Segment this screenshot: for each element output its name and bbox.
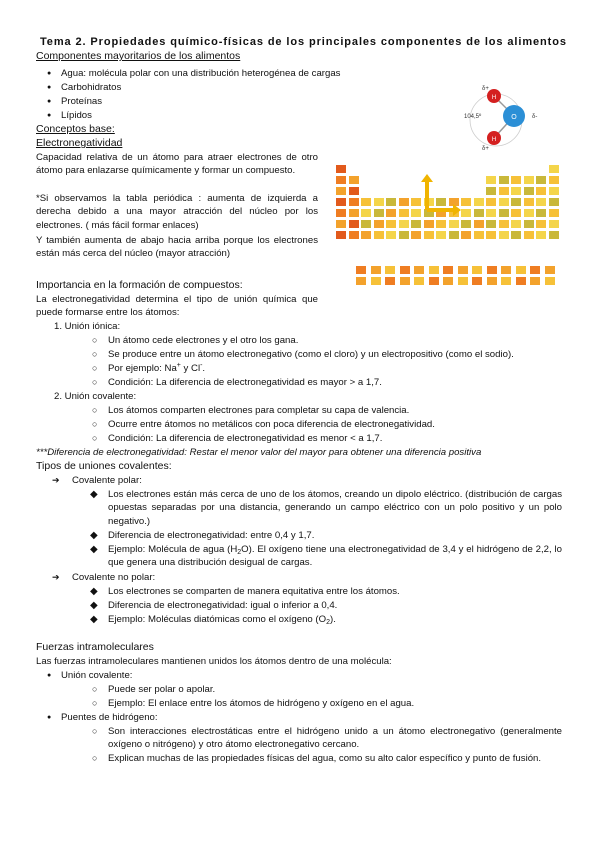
periodic-cell: [548, 208, 560, 218]
periodic-cell: [413, 276, 425, 286]
periodic-cell: [460, 219, 472, 229]
periodic-cell: [498, 197, 510, 207]
periodic-cell: [510, 230, 522, 240]
periodic-cell: [515, 265, 527, 275]
periodic-cell: [335, 208, 347, 218]
periodic-cell: [535, 186, 547, 196]
periodic-cell: [373, 219, 385, 229]
periodic-cell: [448, 219, 460, 229]
periodic-cell: [548, 197, 560, 207]
periodic-cell: [485, 197, 497, 207]
periodic-cell: [435, 219, 447, 229]
periodic-cell: [442, 265, 454, 275]
delta-minus-label: δ-: [532, 114, 538, 120]
periodic-cell: [473, 208, 485, 218]
periodic-cell: [535, 197, 547, 207]
periodic-cell: [373, 197, 385, 207]
periodic-cell: [398, 219, 410, 229]
periodic-cell: [385, 208, 397, 218]
list-item: ○ Ejemplo: El enlace entre los átomos de hidrógeno y oxígeno en el agua.: [108, 697, 414, 710]
periodic-cell: [500, 276, 512, 286]
periodic-cell: [360, 230, 372, 240]
angle-label: 104,5º: [464, 114, 482, 120]
section-heading-concepts: Conceptos base:: [36, 123, 115, 135]
periodic-cell: [485, 175, 497, 185]
periodic-cell: [410, 230, 422, 240]
periodic-cell: [486, 276, 498, 286]
list-item: ○ Un átomo cede electrones y el otro los gana.: [108, 334, 298, 347]
periodic-cell: [435, 230, 447, 240]
page-title: Tema 2. Propiedades químico-físicas de los principales componentes de los alimentos: [40, 36, 567, 48]
paragraph: La electronegatividad determina el tipo de unión química que puede formarse entre los átomos:: [36, 294, 318, 319]
example-text: Por ejemplo: Na: [108, 363, 177, 374]
periodic-cell: [428, 265, 440, 275]
periodic-cell: [428, 276, 440, 286]
periodic-cell: [471, 265, 483, 275]
list-item: ○ Por ejemplo: Na+ y Cl-.: [108, 362, 205, 375]
periodic-cell: [485, 230, 497, 240]
paragraph: Capacidad relativa de un átomo para atraer electrones de otro átomo para enlazarse químicamente y formar un compuesto.: [36, 152, 318, 177]
periodic-cell: [510, 175, 522, 185]
periodic-cell: [535, 219, 547, 229]
periodic-cell: [335, 197, 347, 207]
periodic-cell: [360, 197, 372, 207]
periodic-cell: [473, 197, 485, 207]
periodic-cell: [485, 186, 497, 196]
periodic-cell: [335, 164, 347, 174]
periodic-cell: [448, 230, 460, 240]
list-item: ● Puentes de hidrógeno:: [61, 711, 158, 724]
list-item: ● Carbohidratos: [61, 81, 121, 94]
subheading-electronegativity: Electronegatividad: [36, 137, 123, 149]
periodic-cell: [335, 230, 347, 240]
list-item: ● Agua: molécula polar con una distribución heterogénea de cargas: [61, 67, 340, 80]
periodic-cell: [523, 230, 535, 240]
list-item: ◆ Los electrones se comparten de manera equitativa entre los átomos.: [108, 585, 562, 598]
list-item: ○ Condición: La diferencia de electronegatividad es menor < a 1,7.: [108, 432, 382, 445]
periodic-cell: [360, 208, 372, 218]
hydrogen-symbol: H: [491, 137, 497, 143]
periodic-cell: [348, 175, 360, 185]
list-item: ● Proteínas: [61, 95, 102, 108]
list-item: ○ Ocurre entre átomos no metálicos con poca diferencia de electronegatividad.: [108, 418, 435, 431]
periodic-cell: [544, 265, 556, 275]
list-item: ● Lípidos: [61, 109, 92, 122]
list-item: ○ Los átomos comparten electrones para completar su capa de valencia.: [108, 404, 409, 417]
list-item: ○ Condición: La diferencia de electronegatividad es mayor > a 1,7.: [108, 376, 382, 389]
periodic-cell: [498, 208, 510, 218]
example-text: Ejemplo: Moléculas diatómicas como el oxígeno (O: [108, 614, 327, 625]
periodic-cell: [510, 197, 522, 207]
section-heading-importance: Importancia en la formación de compuestos:: [36, 279, 243, 291]
list-item: ◆ Diferencia de electronegatividad: entre 0,4 y 1,7.: [108, 529, 562, 542]
list-number-covalent: 2. Unión covalente:: [54, 391, 137, 402]
periodic-cell: [548, 230, 560, 240]
periodic-cell: [485, 208, 497, 218]
periodic-cell: [535, 175, 547, 185]
periodic-cell: [370, 276, 382, 286]
periodic-cell: [486, 265, 498, 275]
periodic-cell: [500, 265, 512, 275]
periodic-cell: [370, 265, 382, 275]
periodic-cell: [523, 208, 535, 218]
periodic-cell: [510, 208, 522, 218]
section-heading-covalent-types: Tipos de uniones covalentes:: [36, 460, 172, 472]
periodic-cell: [335, 186, 347, 196]
periodic-cell: [485, 219, 497, 229]
periodic-cell: [515, 276, 527, 286]
periodic-cell: [385, 219, 397, 229]
periodic-cell: [460, 230, 472, 240]
periodic-cell: [548, 219, 560, 229]
periodic-cell: [373, 208, 385, 218]
example-text-tail: O). El oxígeno tiene una electronegatividad de 3,4 y el hidrógeno de 2,2, lo que genera una distribución desigual de cargas.: [108, 544, 562, 569]
periodic-cell: [360, 219, 372, 229]
periodic-cell: [423, 219, 435, 229]
paragraph: *Si observamos la tabla periódica : aumenta de izquierda a derecha debido a una mayor atracción del núcleo por los electrones. ( más fácil formar enlaces): [36, 193, 318, 231]
periodic-cell: [423, 230, 435, 240]
periodic-cell: [523, 219, 535, 229]
periodic-cell: [523, 197, 535, 207]
example-text: Ejemplo: Molécula de agua (H: [108, 544, 238, 555]
periodic-cell: [529, 276, 541, 286]
periodic-cell: [398, 208, 410, 218]
periodic-cell: [355, 276, 367, 286]
list-item: ◆ Los electrones están más cerca de uno de los átomos, creando un dipolo eléctrico. (distribución de cargas opuestas separadas por una distancia, generando un campo eléctrico con un polo positivo y un polo negativo.): [108, 488, 562, 528]
list-item: ● Unión covalente:: [61, 669, 132, 682]
periodic-cell: [413, 265, 425, 275]
periodic-cell: [457, 276, 469, 286]
periodic-cell: [498, 175, 510, 185]
periodic-cell: [348, 197, 360, 207]
periodic-cell: [498, 230, 510, 240]
oxygen-symbol: O: [511, 114, 517, 121]
periodic-cell: [473, 230, 485, 240]
section-heading-intramolecular: Fuerzas intramoleculares: [36, 641, 154, 653]
list-item: ○ Explican muchas de las propiedades físicas del agua, como su alto calor específico y punto de fusión.: [108, 752, 562, 765]
periodic-cell: [548, 164, 560, 174]
periodic-cell: [471, 276, 483, 286]
periodic-cell: [348, 186, 360, 196]
periodic-cell: [399, 276, 411, 286]
list-item-polar: ➔ Covalente polar:: [72, 474, 142, 487]
periodic-cell: [544, 276, 556, 286]
periodic-cell: [335, 219, 347, 229]
periodic-cell: [348, 219, 360, 229]
periodic-cell: [457, 265, 469, 275]
list-item: ○ Se produce entre un átomo electronegativo (como el cloro) y un electropositivo (como el sodio).: [108, 348, 514, 361]
hydrogen-symbol: H: [491, 95, 497, 101]
water-molecule-figure: [458, 80, 548, 152]
periodic-cell: [548, 186, 560, 196]
periodic-cell: [335, 175, 347, 185]
periodic-cell: [498, 219, 510, 229]
periodic-cell: [384, 265, 396, 275]
periodic-cell: [510, 186, 522, 196]
paragraph: Las fuerzas intramoleculares mantienen unidos los átomos dentro de una molécula:: [36, 656, 392, 667]
paragraph: Y también aumenta de abajo hacia arriba porque los electrones están más cerca del núcleo (mayor atracción): [36, 235, 318, 260]
periodic-cell: [535, 230, 547, 240]
list-item: ○ Puede ser polar o apolar.: [108, 683, 215, 696]
list-item-nonpolar: ➔ Covalente no polar:: [72, 571, 155, 584]
periodic-cell: [385, 197, 397, 207]
example-text-tail: y Cl: [180, 363, 201, 374]
periodic-cell: [535, 208, 547, 218]
list-item: ○ Son interacciones electrostáticas entre el hidrógeno unido a un átomo electronegativo (generalmente oxígeno o nitrógeno) y otro átomo electronegativo cercano.: [108, 725, 562, 752]
periodic-cell: [529, 265, 541, 275]
list-item: ◆ Diferencia de electronegatividad: igual o inferior a 0,4.: [108, 599, 562, 612]
list-item: ◆ Ejemplo: Molécula de agua $(H_2O)$. El oxígeno tiene una electronegatividad de 3,4 y el hidrógeno de 2,2, lo que genera una distribución desigual de cargas.: [108, 543, 562, 570]
delta-plus-label: δ+: [482, 86, 489, 92]
periodic-table-lanthanides: [355, 265, 565, 287]
periodic-cell: [398, 230, 410, 240]
periodic-cell: [523, 186, 535, 196]
section-heading-components: Componentes mayoritarios de los alimentos: [36, 50, 241, 62]
list-item: ◆ Ejemplo: Moléculas diatómicas como el oxígeno $(O_2)$.: [108, 613, 562, 626]
periodic-cell: [348, 230, 360, 240]
periodic-cell: [410, 219, 422, 229]
list-number-ionic: 1. Unión iónica:: [54, 321, 121, 332]
note: ***Diferencia de electronegatividad: Restar el menor valor del mayor para obtener una diferencia positiva: [36, 447, 482, 458]
periodic-cell: [473, 219, 485, 229]
periodic-cell: [373, 230, 385, 240]
periodic-cell: [510, 219, 522, 229]
periodic-cell: [385, 230, 397, 240]
periodic-cell: [548, 175, 560, 185]
periodic-cell: [523, 175, 535, 185]
increase-arrows-icon: [419, 174, 463, 218]
periodic-cell: [398, 197, 410, 207]
periodic-cell: [399, 265, 411, 275]
periodic-cell: [442, 276, 454, 286]
periodic-cell: [498, 186, 510, 196]
periodic-cell: [348, 208, 360, 218]
periodic-table-figure: [335, 160, 567, 278]
example-text-tail: ).: [330, 614, 336, 625]
periodic-cell: [384, 276, 396, 286]
periodic-cell: [355, 265, 367, 275]
delta-plus-label: δ+: [482, 146, 489, 152]
